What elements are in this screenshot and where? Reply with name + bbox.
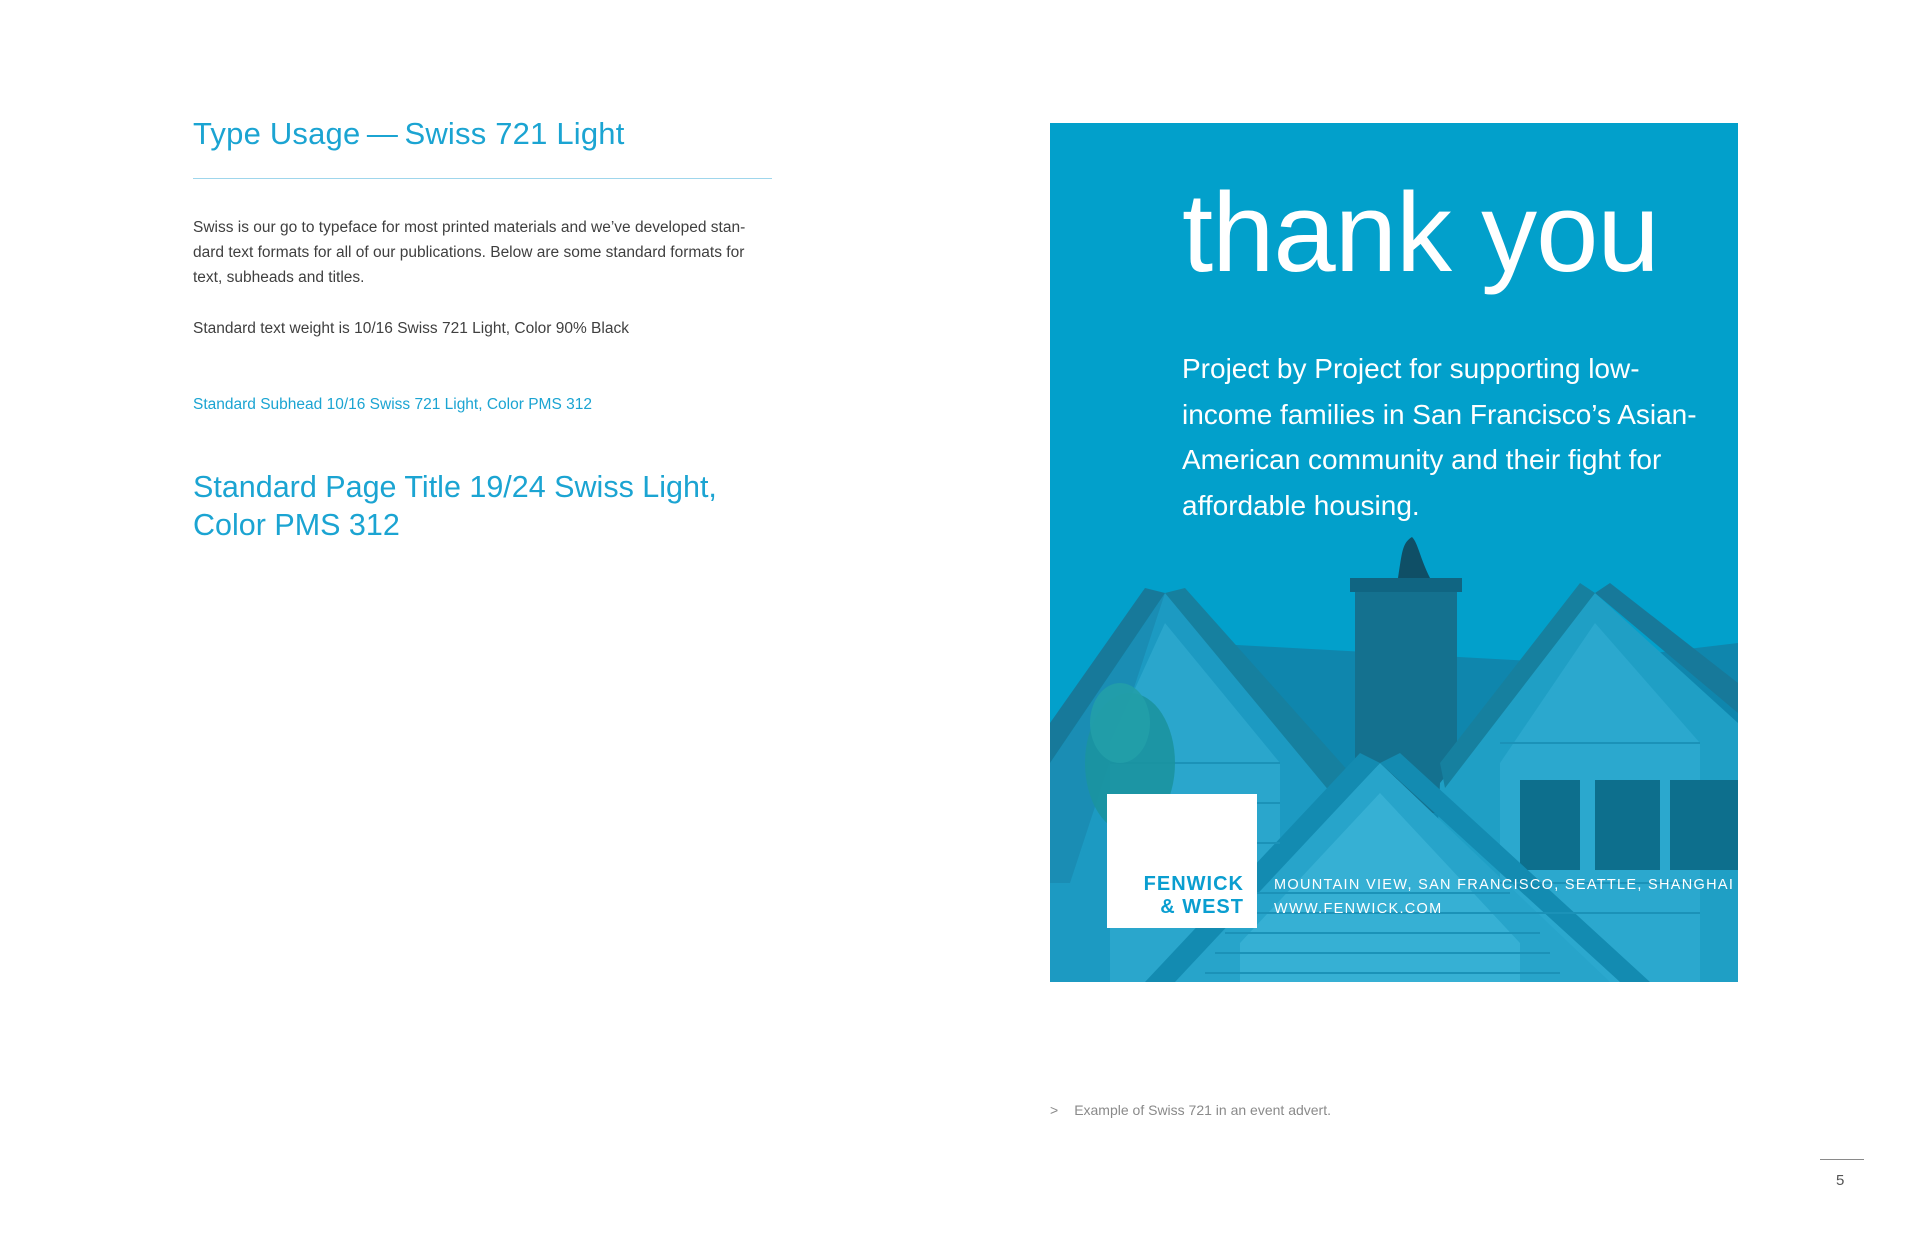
caption-marker: > (1050, 1102, 1059, 1118)
caption-text: Example of Swiss 721 in an event advert. (1074, 1102, 1331, 1118)
intro-paragraph: Swiss is our go to typeface for most printed materials and we’ve developed stan-dard text formats for all of our publications. Below are some standard formats for text, subheads and titles. (193, 219, 746, 286)
section-heading: Type Usage — Swiss 721 Light (193, 116, 625, 151)
subhead-sample: Standard Subhead 10/16 Swiss 721 Light, Color PMS 312 (193, 396, 592, 413)
page-title-sample: Standard Page Title 19/24 Swiss Light, Color PMS 312 (193, 470, 717, 542)
heading-divider (193, 178, 772, 179)
figure-caption (1050, 1102, 1331, 1118)
logo-line-1: FENWICK (1143, 873, 1244, 895)
event-advert (1050, 123, 1738, 982)
advert-url: WWW.FENWICK.COM (1274, 901, 1443, 917)
advert-cities: MOUNTAIN VIEW, SAN FRANCISCO, SEATTLE, SHANGHAI (1274, 877, 1735, 893)
advert-body: Project by Project for supporting low-income families in San Francisco’s Asian-American community and their fight for affordable housing. (1182, 353, 1697, 521)
page-number-rule (1820, 1159, 1864, 1160)
advert-headline: thank you (1182, 170, 1659, 295)
logo-line-2: & WEST (1160, 896, 1244, 918)
page-number: 5 (1836, 1172, 1845, 1189)
fenwick-west-logo (1107, 794, 1257, 928)
text-weight-sample: Standard text weight is 10/16 Swiss 721 Light, Color 90% Black (193, 320, 629, 337)
